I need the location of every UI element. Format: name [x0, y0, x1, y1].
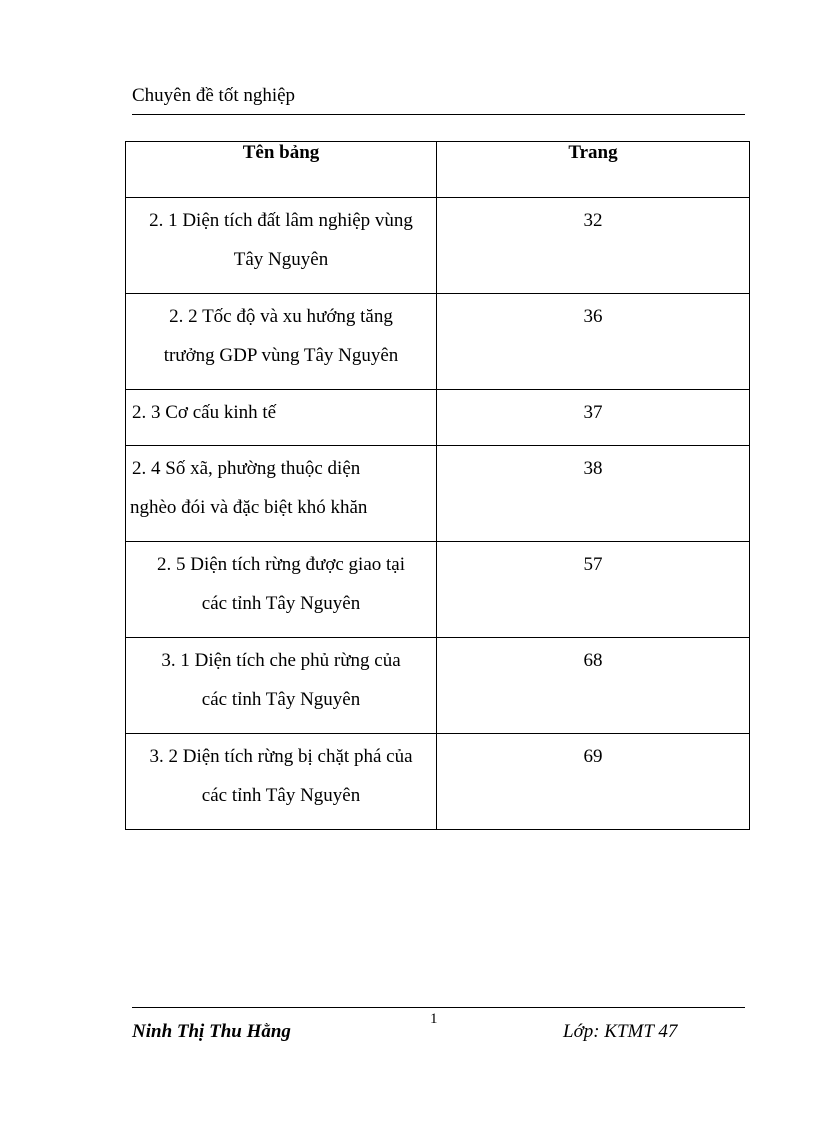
- page-number-cell: 32: [583, 210, 603, 231]
- table-name-line: các tỉnh Tây Nguyên: [201, 785, 361, 806]
- table-name-cell: [126, 390, 436, 432]
- footer-author: Ninh Thị Thu Hằng: [132, 1021, 291, 1042]
- table-name-line: Tây Nguyên: [233, 249, 329, 270]
- table-header-row: [126, 142, 750, 198]
- table-name-cell: [126, 198, 436, 279]
- table-row: [126, 294, 750, 390]
- header-divider: [132, 114, 745, 115]
- table-name-line: 3. 2 Diện tích rừng bị chặt phá của: [149, 746, 413, 767]
- page-number-cell: 38: [583, 458, 603, 479]
- table-row: [126, 390, 750, 446]
- table-name-cell: [126, 638, 436, 719]
- table-row: [126, 446, 750, 542]
- footer-divider: [132, 1007, 745, 1008]
- page-header-title: Chuyên đề tốt nghiệp: [132, 85, 296, 106]
- table-name-line: 2. 2 Tốc độ và xu hướng tăng: [169, 306, 393, 327]
- table-row: [126, 198, 750, 294]
- table-name-line: trưởng GDP vùng Tây Nguyên: [163, 345, 399, 366]
- table-name-cell: [126, 294, 436, 375]
- table-name-cell: [126, 446, 436, 527]
- table-name-line: 2. 1 Diện tích đất lâm nghiệp vùng: [149, 210, 413, 231]
- footer-page-number: 1: [430, 1011, 438, 1027]
- column-header-page: Trang: [437, 142, 750, 198]
- table-name-line: 2. 4 Số xã, phường thuộc diện: [132, 458, 361, 479]
- page-number-cell: 36: [583, 306, 603, 327]
- table-row: [126, 638, 750, 734]
- table-row: [126, 734, 750, 830]
- page-number-cell: 57: [583, 554, 603, 575]
- table-name-cell: [126, 542, 436, 623]
- table-name-line: các tỉnh Tây Nguyên: [201, 689, 361, 710]
- page-number-cell: 69: [583, 746, 603, 767]
- column-header-table-name: Tên bảng: [126, 142, 437, 198]
- table-of-tables: [125, 141, 750, 830]
- page-number-cell: 68: [583, 650, 603, 671]
- table-row: [126, 542, 750, 638]
- table-name-cell: [126, 734, 436, 815]
- table-name-line: các tỉnh Tây Nguyên: [201, 593, 361, 614]
- table-name-line: 2. 5 Diện tích rừng được giao tại: [156, 554, 406, 575]
- table-name-line: 2. 3 Cơ cấu kinh tế: [132, 402, 277, 423]
- table-name-line: nghèo đói và đặc biệt khó khăn: [130, 497, 368, 518]
- table-name-line: 3. 1 Diện tích che phủ rừng của: [161, 650, 401, 671]
- footer-class-label: Lớp: KTMT 47: [563, 1021, 678, 1042]
- page-number-cell: 37: [583, 402, 603, 423]
